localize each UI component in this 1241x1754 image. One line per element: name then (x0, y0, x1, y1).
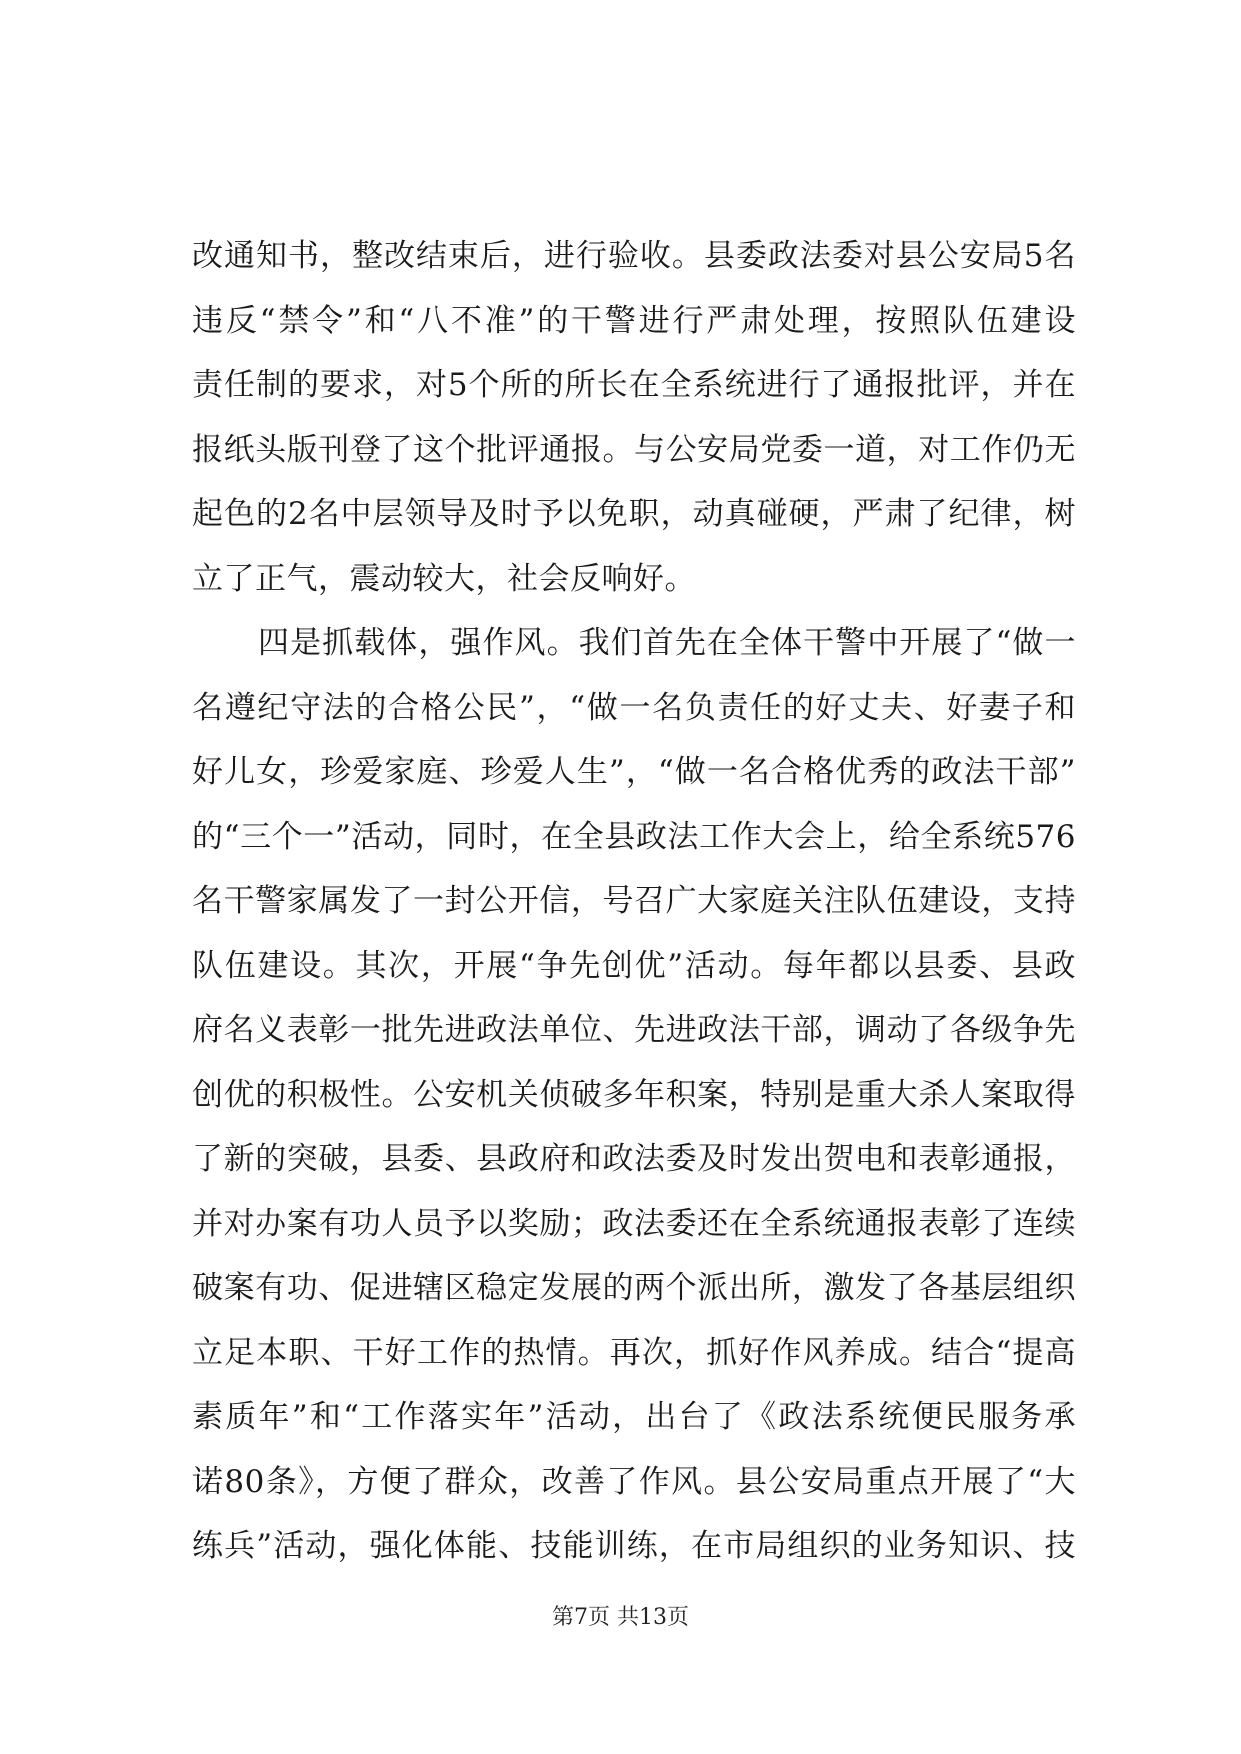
text-line: 队伍建设。其次，开展“争先创优”活动。每年都以县委、县政 (192, 947, 1076, 984)
paragraph-2 (192, 611, 1076, 1579)
text-line: 了新的突破，县委、县政府和政法委及时发出贺电和表彰通报， (192, 1141, 1076, 1177)
text-line: 府名义表彰一批先进政法单位、先进政法干部，调动了各级争先 (192, 1012, 1076, 1048)
text-line: 起色的2名中层领导及时予以免职，动真碰硬，严肃了纪律，树 (192, 496, 1076, 532)
text-line: 诺80条》，方便了群众，改善了作风。县公安局重点开展了“大 (192, 1463, 1076, 1500)
document-body (192, 224, 1076, 1579)
text-line: 报纸头版刊登了这个批评通报。与公安局党委一道，对工作仍无 (192, 431, 1076, 468)
text-line: 破案有功、促进辖区稳定发展的两个派出所，激发了各基层组织 (192, 1270, 1076, 1306)
text-line: 四是抓载体，强作风。我们首先在全体干警中开展了“做一 (258, 625, 1076, 661)
text-line: 责任制的要求，对5个所的所长在全系统进行了通报批评，并在 (192, 367, 1076, 403)
text-line: 素质年”和“工作落实年”活动，出台了《政法系统便民服务承 (192, 1399, 1076, 1435)
text-line: 名干警家属发了一封公开信，号召广大家庭关注队伍建设，支持 (192, 883, 1076, 919)
text-line: 的“三个一”活动，同时，在全县政法工作大会上，给全系统576 (192, 818, 1076, 855)
paragraph-1 (192, 224, 1076, 611)
text-line: 并对办案有功人员予以奖励；政法委还在全系统通报表彰了连续 (192, 1205, 1076, 1242)
text-line: 改通知书，整改结束后，进行验收。县委政法委对县公安局5名 (192, 238, 1076, 274)
text-line: 名遵纪守法的合格公民”，“做一名负责任的好丈夫、好妻子和 (192, 689, 1076, 726)
page-number-footer: 第7页 共13页 (552, 1605, 689, 1630)
text-line: 违反“禁令”和“八不准”的干警进行严肃处理，按照队伍建设 (192, 302, 1076, 339)
text-line: 立了正气，震动较大，社会反响好。 (192, 560, 696, 597)
text-line: 练兵”活动，强化体能、技能训练，在市局组织的业务知识、技 (192, 1528, 1076, 1564)
text-line: 好儿女，珍爱家庭、珍爱人生”，“做一名合格优秀的政法干部” (192, 754, 1076, 790)
text-line: 创优的积极性。公安机关侦破多年积案，特别是重大杀人案取得 (192, 1076, 1076, 1113)
text-line: 立足本职、干好工作的热情。再次，抓好作风养成。结合“提高 (192, 1334, 1076, 1371)
